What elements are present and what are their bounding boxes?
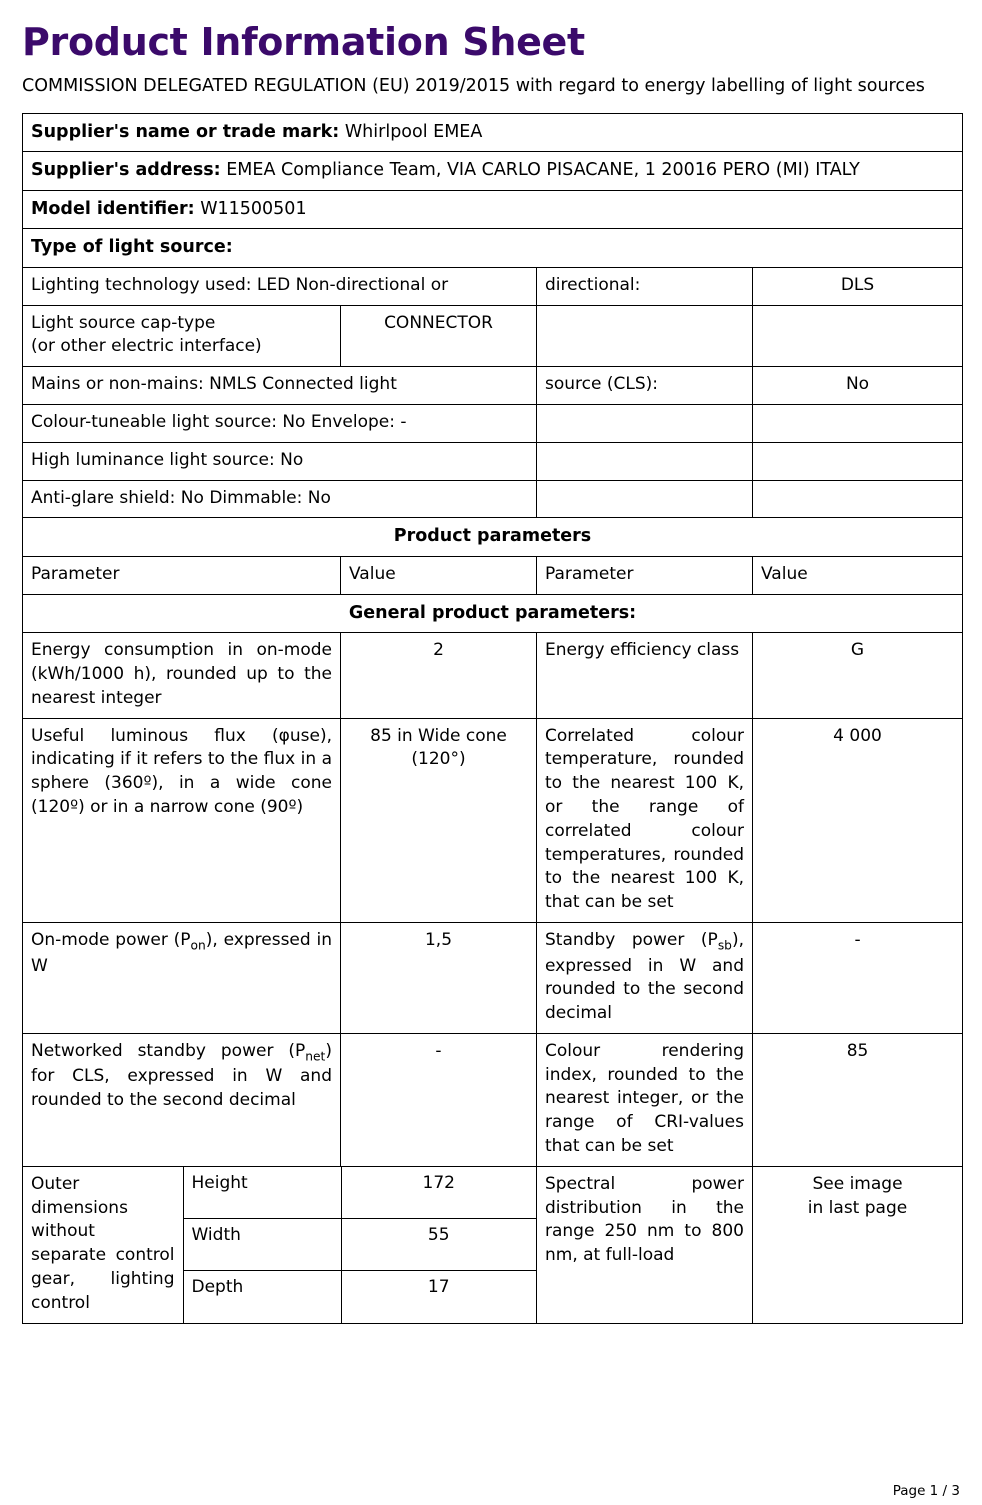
table-row-model-identifier <box>23 190 963 229</box>
standby-power-value: - <box>753 922 963 1033</box>
energy-consumption-label: Energy consumption in on-mode (kWh/1000 h), rounded up to the nearest integer <box>23 633 341 718</box>
table-row-mains <box>23 367 963 405</box>
lighting-technology-direction-label: directional: <box>537 267 753 305</box>
cap-type-label <box>23 305 341 367</box>
lighting-technology-label: Lighting technology used: LED Non-directional or <box>23 267 537 305</box>
mains-cls-label: source (CLS): <box>537 367 753 405</box>
cap-type-empty-2 <box>753 305 963 367</box>
model-identifier-value: W11500501 <box>200 198 307 219</box>
correlated-colour-temperature-value: 4 000 <box>753 718 963 922</box>
high-luminance-empty-2 <box>753 442 963 480</box>
anti-glare-label: Anti-glare shield: No Dimmable: No <box>23 480 537 518</box>
energy-efficiency-class-value: G <box>753 633 963 718</box>
table-row-lighting-technology <box>23 267 963 305</box>
supplier-name-value: Whirlpool EMEA <box>344 121 483 142</box>
cap-type-label-line2: (or other electric interface) <box>31 336 262 357</box>
outer-dimensions-cell <box>23 1166 537 1323</box>
column-header-parameter-left: Parameter <box>23 556 341 594</box>
table-row-anti-glare <box>23 480 963 518</box>
spectral-power-distribution-value <box>753 1166 963 1323</box>
table-row-supplier-address <box>23 152 963 191</box>
energy-consumption-value: 2 <box>341 633 537 718</box>
document-subtitle: COMMISSION DELEGATED REGULATION (EU) 2019/2015 with regard to energy labelling of light sources <box>22 76 925 96</box>
table-row-column-headers <box>23 556 963 594</box>
networked-standby-power-label: Networked standby power $(P_{net})$ for CLS, expressed in W and rounded to the second decimal <box>23 1033 341 1166</box>
spectral-power-distribution-label: Spectral power distribution in the range 250 nm to 800 nm, at full-load <box>537 1166 753 1323</box>
on-mode-power-label: On-mode power $(P_{on})$, expressed in W <box>23 922 341 1033</box>
product-parameters-title: Product parameters <box>23 518 963 557</box>
table-row-outer-dimensions <box>23 1166 963 1323</box>
outer-dimension-name-height: Height <box>183 1167 341 1219</box>
table-row-networked-standby-power <box>23 1033 963 1166</box>
mains-value: No <box>753 367 963 405</box>
supplier-name-label: Supplier's name or trade mark: <box>31 121 340 142</box>
general-parameters-title: General product parameters: <box>23 594 963 633</box>
outer-dimensions-label: Outer dimensions without separate control gear, lighting control <box>31 1173 175 1313</box>
outer-dimensions-layout <box>23 1167 536 1323</box>
supplier-address-label: Supplier's address: <box>31 160 221 181</box>
supplier-name-cell <box>23 113 963 152</box>
table-row-cap-type <box>23 305 963 367</box>
cap-type-value: CONNECTOR <box>341 305 537 367</box>
luminous-flux-label: Useful luminous flux (φuse), indicating if it refers to the flux in a sphere (360º), in a wide cone (120º) or in a narrow cone (90º) <box>23 718 341 922</box>
table-row-energy-consumption <box>23 633 963 718</box>
model-identifier-label: Model identifier: <box>31 198 195 219</box>
outer-dimension-value-depth: 17 <box>341 1271 536 1323</box>
colour-tuneable-empty-2 <box>753 405 963 443</box>
energy-efficiency-class-label: Energy efficiency class <box>537 633 753 718</box>
correlated-colour-temperature-label: Correlated colour temperature, rounded to the nearest 100 K, or the range of correlated colour temperatures, rounded to the nearest 100 K, that can be set <box>537 718 753 922</box>
outer-dimension-name-depth: Depth <box>183 1271 341 1323</box>
table-row-product-parameters-title <box>23 518 963 557</box>
table-row-on-mode-power <box>23 922 963 1033</box>
mains-label: Mains or non-mains: NMLS Connected light <box>23 367 537 405</box>
colour-tuneable-empty-1 <box>537 405 753 443</box>
outer-dimension-value-height: 172 <box>341 1167 536 1219</box>
model-identifier-cell <box>23 190 963 229</box>
supplier-address-value: EMEA Compliance Team, VIA CARLO PISACANE, 1 20016 PERO (MI) ITALY <box>226 160 860 181</box>
supplier-address-cell <box>23 152 963 191</box>
cap-type-label-line1: Light source cap-type <box>31 312 216 333</box>
anti-glare-empty-2 <box>753 480 963 518</box>
anti-glare-empty-1 <box>537 480 753 518</box>
colour-rendering-index-label: Colour rendering index, rounded to the nearest integer, or the range of CRI-values that can be set <box>537 1033 753 1166</box>
outer-dimension-value-width: 55 <box>341 1219 536 1271</box>
colour-tuneable-label: Colour-tuneable light source: No Envelope: - <box>23 405 537 443</box>
column-header-value-right: Value <box>753 556 963 594</box>
page-title: Product Information Sheet <box>22 20 585 64</box>
on-mode-power-value: 1,5 <box>341 922 537 1033</box>
page-footer: Page 1 / 3 <box>892 1483 960 1499</box>
table-row-light-source-heading <box>23 229 963 268</box>
networked-standby-power-value: - <box>341 1033 537 1166</box>
light-source-heading: Type of light source: <box>23 229 963 268</box>
luminous-flux-value: 85 in Wide cone (120°) <box>341 718 537 922</box>
cap-type-empty-1 <box>537 305 753 367</box>
column-header-parameter-right: Parameter <box>537 556 753 594</box>
colour-rendering-index-value: 85 <box>753 1033 963 1166</box>
column-header-value-left: Value <box>341 556 537 594</box>
high-luminance-label: High luminance light source: No <box>23 442 537 480</box>
spectral-value-line1: See image <box>812 1173 903 1194</box>
outer-dimension-name-width: Width <box>183 1219 341 1271</box>
product-information-table <box>22 113 963 1324</box>
standby-power-label: Standby power $(P_{sb})$, expressed in W and rounded to the second decimal <box>537 922 753 1033</box>
table-row-colour-tuneable <box>23 405 963 443</box>
table-row-high-luminance <box>23 442 963 480</box>
high-luminance-empty-1 <box>537 442 753 480</box>
lighting-technology-value: DLS <box>753 267 963 305</box>
table-row-luminous-flux <box>23 718 963 922</box>
spectral-value-line2: in last page <box>807 1197 908 1218</box>
table-row-supplier-name <box>23 113 963 152</box>
table-row-general-parameters-title <box>23 594 963 633</box>
